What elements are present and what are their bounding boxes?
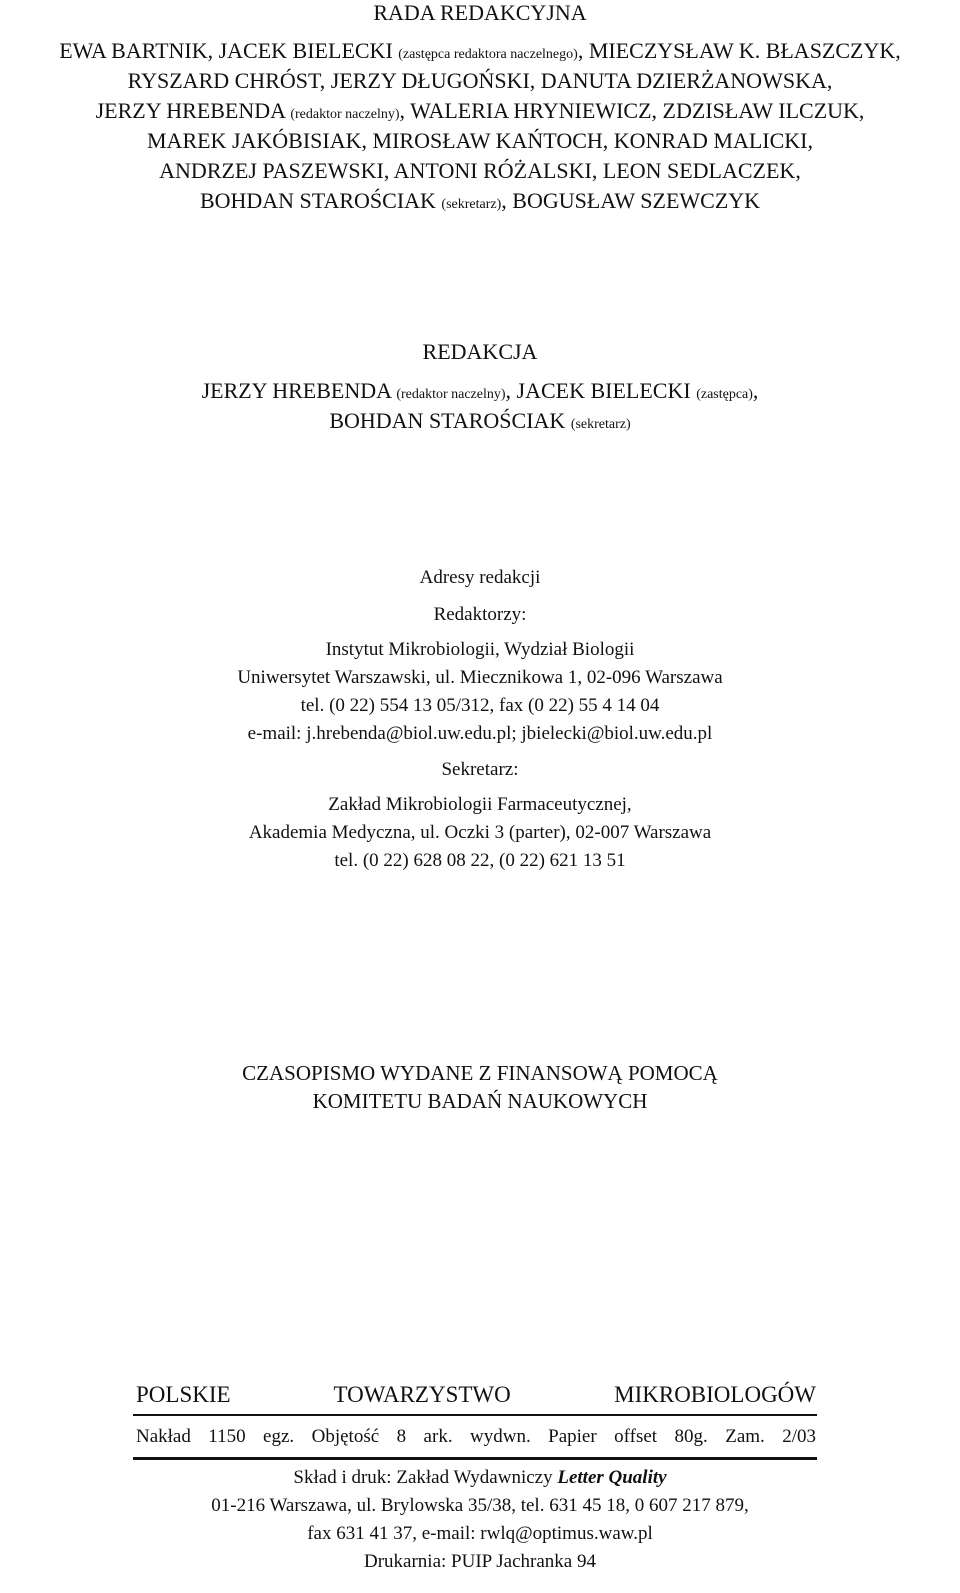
editorial-role: (redaktor naczelny) [396,387,506,402]
editorial-role: (zastępca) [696,387,753,402]
printer-name: Letter Quality [557,1467,667,1488]
secretary-label: Sekretarz: [441,759,519,780]
board-role: (sekretarz) [441,197,502,212]
editorial-names: JERZY HREBENDA [201,378,397,403]
typesetting-label: Skład i druk: Zakład Wydawniczy [293,1467,558,1488]
editorial-heading: REDAKCJA [422,339,538,364]
editorial-names: BOHDAN STAROŚCIAK [329,408,571,433]
editorial-names: , [752,378,759,403]
printer-contact: fax 631 41 37, e-mail: rwlq@optimus.waw.pl [307,1523,653,1544]
editors-label: Redaktorzy: [433,604,527,625]
secretary-address-line-1: Zakład Mikrobiologii Farmaceutycznej, [328,794,632,815]
board-names: , WALERIA HRYNIEWICZ, ZDZISŁAW ILCZUK, [399,98,865,123]
print-run: Nakład 1150 egz. [136,1426,295,1447]
board-heading: RADA REDAKCYJNA [373,0,587,25]
funding-line-2: KOMITETU BADAŃ NAUKOWYCH [312,1089,648,1113]
editorial-line-2 [0,408,960,438]
board-line-2: RYSZARD CHRÓST, JERZY DŁUGOŃSKI, DANUTA DZIERŻANOWSKA, [127,68,833,93]
imprint-row [136,1425,816,1449]
paper: Papier offset 80g. [548,1426,708,1447]
editors-address-line-1: Instytut Mikrobiologii, Wydział Biologii [325,639,635,660]
board-line-6 [0,188,960,218]
editors-phone: tel. (0 22) 554 13 05/312, fax (0 22) 55 4 14 04 [300,695,660,716]
editors-email: e-mail: j.hrebenda@biol.uw.edu.pl; jbielecki@biol.uw.edu.pl [247,723,713,744]
board-role: (zastępca redaktora naczelnego) [398,47,578,62]
editors-address-line-2: Uniwersytet Warszawski, ul. Miecznikowa 1, 02-096 Warszawa [237,667,723,688]
board-role: (redaktor naczelny) [290,107,400,122]
editorial-names: , JACEK BIELECKI [505,378,697,403]
editorial-line-1 [0,378,960,408]
secretary-phone: tel. (0 22) 628 08 22, (0 22) 621 13 51 [334,850,626,871]
addresses-heading: Adresy redakcji [419,567,541,588]
board-names: , BOGUSŁAW SZEWCZYK [501,188,761,213]
typesetting-line [0,1466,960,1490]
board-names: EWA BARTNIK, JACEK BIELECKI [59,38,399,63]
board-names: , MIECZYSŁAW K. BŁASZCZYK, [577,38,901,63]
board-line-5: ANDRZEJ PASZEWSKI, ANTONI RÓŻALSKI, LEON SEDLACZEK, [159,158,801,183]
bottom-rule [133,1457,817,1460]
printer-address: 01-216 Warszawa, ul. Brylowska 35/38, tel. 631 45 18, 0 607 217 879, [211,1495,749,1516]
printing-house: Drukarnia: PUIP Jachranka 94 [364,1551,596,1572]
board-line-3 [0,98,960,128]
board-names: JERZY HREBENDA [95,98,291,123]
secretary-address-line-2: Akademia Medyczna, ul. Oczki 3 (parter), 02-007 Warszawa [248,822,712,843]
editorial-role: (sekretarz) [570,417,631,432]
board-line-4: MAREK JAKÓBISIAK, MIROSŁAW KAŃTOCH, KONRAD MALICKI, [147,128,813,153]
volume: Objętość 8 ark. wydwn. [311,1426,531,1447]
society-name: POLSKIE TOWARZYSTWO MIKROBIOLOGÓW [136,1382,816,1407]
top-rule [133,1414,817,1416]
funding-line-1: CZASOPISMO WYDANE Z FINANSOWĄ POMOCĄ [242,1061,718,1085]
board-names: BOHDAN STAROŚCIAK [199,188,442,213]
order-number: Zam. 2/03 [725,1426,817,1447]
board-line-1 [0,38,960,68]
